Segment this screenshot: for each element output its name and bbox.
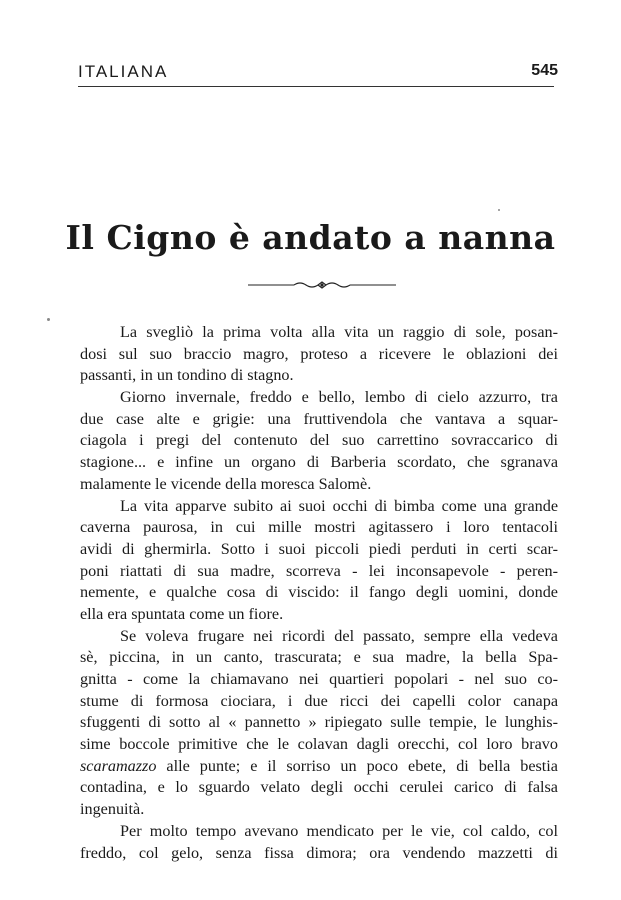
running-header: [78, 60, 560, 82]
text-line: stume di formosa ciociara, i due ricci dei capelli color canapa: [80, 691, 558, 710]
text-line: nemente, e qualche cosa di viscido: il fango degli uomini, donde: [80, 583, 558, 602]
text-line: sime boccole primitive che le colavan dagli orecchi, col loro bravo: [80, 735, 558, 754]
text-line: sè, piccina, in un canto, trascurata; e sua madre, la bella Spa-: [80, 648, 558, 667]
text-line: sfuggenti di sotto al « pannetto » ripiegato sulle tempie, le lunghis-: [80, 713, 558, 732]
text-line: ella era spuntata come un fiore.: [80, 604, 284, 623]
text-line: avidi di ghermirla. Sotto i suoi piccoli piedi perduti in certi scar-: [80, 539, 558, 558]
text-line: dosi sul suo braccio magro, proteso a ricevere le oblazioni dei: [80, 344, 558, 363]
text-line: La svegliò la prima volta alla vita un raggio di sole, posan-: [120, 323, 558, 341]
text-fragment: alle punte; e il sorriso un poco ebete, di bella bestia: [156, 756, 558, 775]
text-line: Giorno invernale, freddo e bello, lembo di cielo azzurro, tra: [120, 388, 558, 407]
section-title: ITALIANA: [78, 62, 169, 81]
text-line: gnitta - come la chiamavano nei quartieri popolari - nel suo co-: [80, 670, 558, 688]
chapter-title: Il Cigno è andato a nanna: [65, 218, 556, 257]
text-line: Per molto tempo avevano mendicato per le vie, col caldo, col: [120, 821, 558, 840]
text-line: poni riattati di sua madre, scorreva - lei inconsapevole - peren-: [80, 561, 558, 580]
scan-speck: [498, 209, 500, 211]
text-line: caverna paurosa, in cui mille mostri agitassero i loro tentacoli: [80, 518, 558, 537]
text-line: La vita apparve subito ai suoi occhi di bimba come una grande: [120, 496, 558, 515]
text-line-with-italic: [80, 756, 558, 778]
text-line: contadina, e lo sguardo velato degli occhi cerulei carico di falsa: [80, 778, 558, 797]
text-line: stagione... e infine un organo di Barberia scordato, che sgranava: [80, 453, 558, 472]
text-line: Se voleva frugare nei ricordi del passato, sempre ella vedeva: [120, 626, 558, 645]
decorative-divider-icon: [248, 280, 396, 290]
italic-word: scaramazzo: [80, 756, 157, 775]
text-line: due case alte e grigie: una fruttivendola che vantava a squar-: [80, 409, 558, 428]
header-rule: [78, 86, 554, 87]
body-text: [80, 322, 558, 864]
text-line: freddo, col gelo, senza fissa dimora; ora vendendo mazzetti di: [80, 843, 558, 862]
text-line: ingenuità.: [80, 800, 145, 819]
page-number: 545: [531, 62, 558, 79]
text-line: ciagola i pregi del contenuto del suo carrettino sovraccarico di: [80, 431, 558, 450]
text-line: passanti, in un tondino di stagno.: [80, 366, 294, 385]
scan-speck: [47, 318, 50, 321]
text-line: malamente le vicende della moresca Salomè.: [80, 474, 372, 493]
